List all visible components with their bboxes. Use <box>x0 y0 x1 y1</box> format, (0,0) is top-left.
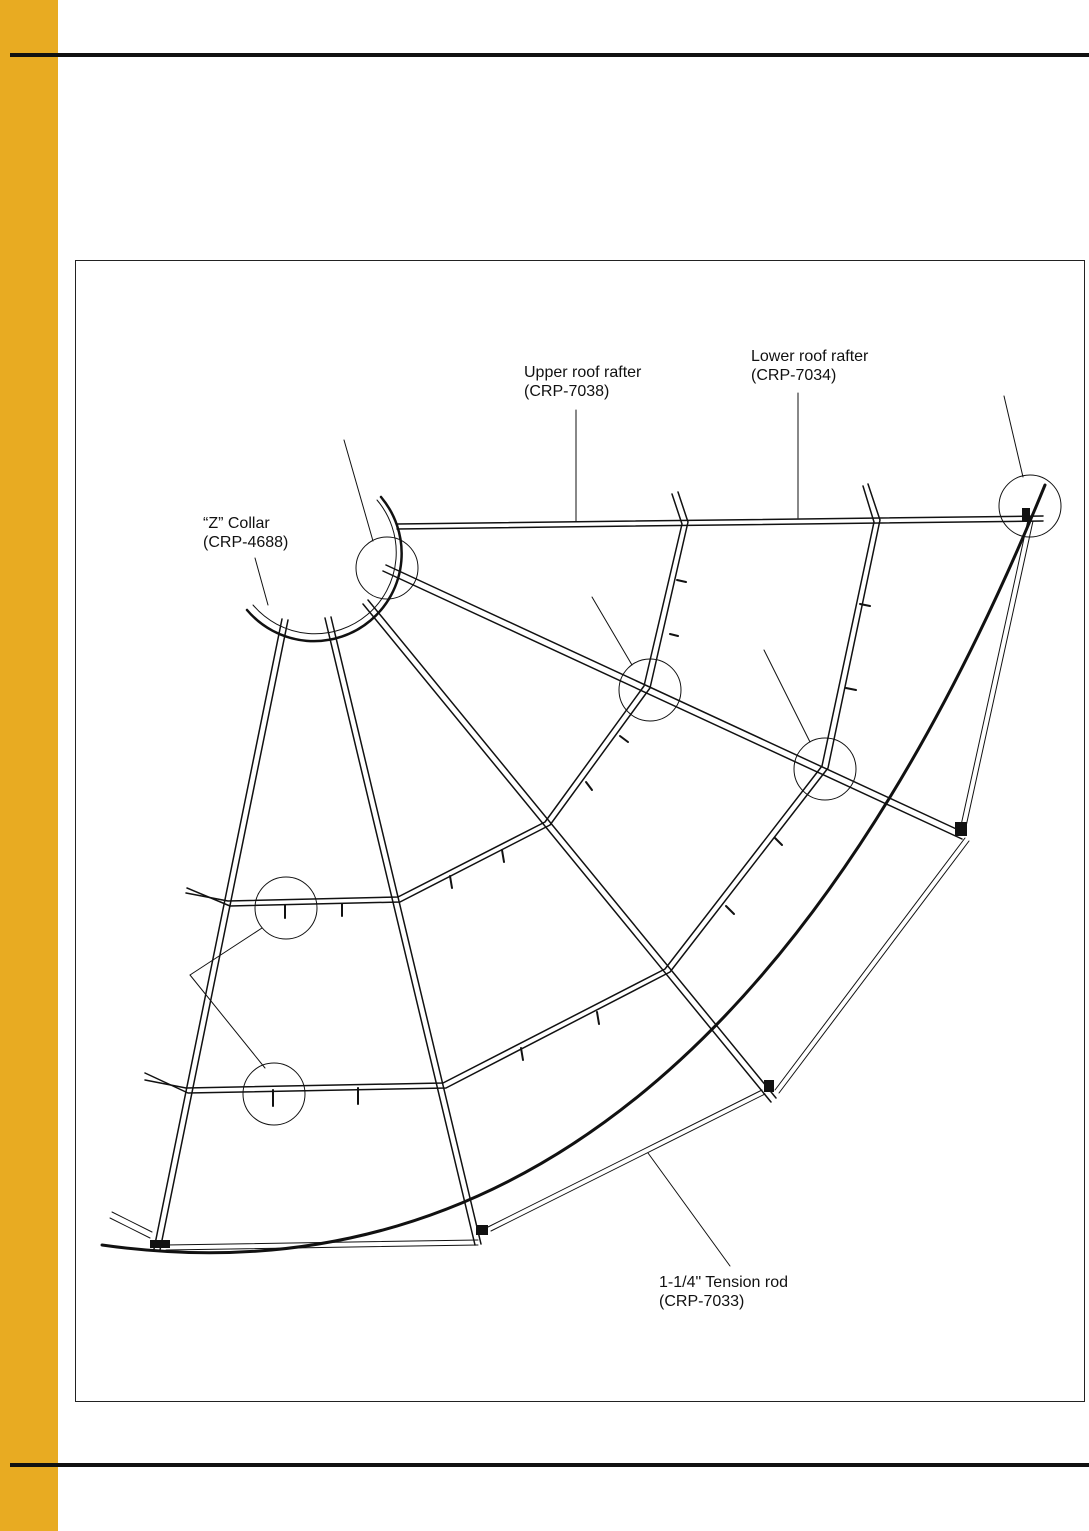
leader-lines <box>190 393 1023 1266</box>
lower-rafter-label <box>751 347 868 385</box>
tension-rod-name: 1-1/4" Tension rod <box>659 1274 789 1291</box>
purlin-ring-2 <box>145 484 880 1093</box>
rafter-top <box>397 516 1043 529</box>
upper-rafter-part: (CRP-7038) <box>524 383 610 400</box>
lower-rafter-part: (CRP-7034) <box>751 367 837 384</box>
upper-rafter-label <box>524 363 641 401</box>
tension-rod-label <box>659 1273 788 1311</box>
tension-rod-part: (CRP-7033) <box>659 1293 745 1310</box>
rafter-5 <box>154 619 288 1250</box>
rafter-2 <box>383 565 965 839</box>
z-collar-label <box>203 514 288 552</box>
upper-rafter-name: Upper roof rafter <box>524 364 642 381</box>
rafter-4 <box>325 617 481 1245</box>
detail-circles <box>243 475 1061 1125</box>
lower-rafter-name: Lower roof rafter <box>751 348 869 365</box>
z-collar-part: (CRP-4688) <box>203 534 289 551</box>
bin-wall-arc <box>102 485 1045 1253</box>
tension-rods <box>110 520 1033 1250</box>
z-collar-name: “Z” Collar <box>203 515 270 532</box>
purlin-ring-1 <box>186 492 688 906</box>
